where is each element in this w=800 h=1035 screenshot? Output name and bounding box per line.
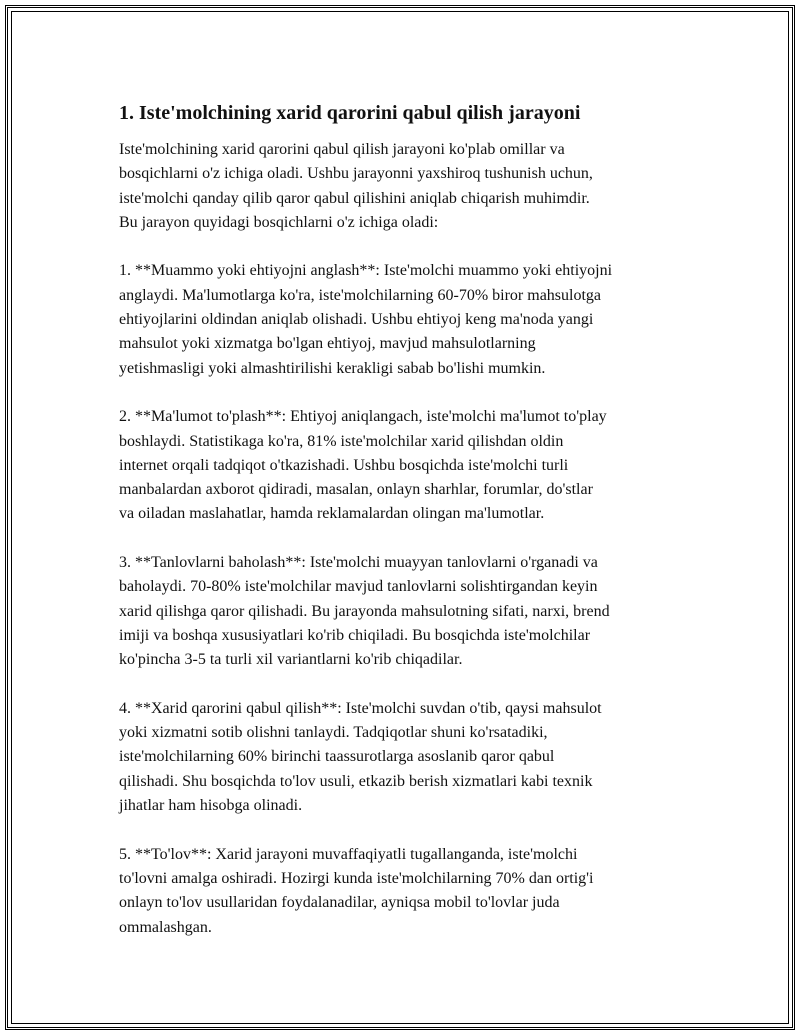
step-2-paragraph: 2. **Ma'lumot to'plash**: Ehtiyoj aniqlangach, iste'molchi ma'lumot to'play boshlaydi. Statistikaga ko'ra, 81% iste'molchilar xarid qilishdan oldin internet orqali tadqiqot o'tkazishadi. Ushbu bosqichda iste'molchi turli manbalardan axborot qidiradi, masalan, onlayn sharhlar, forumlar, do'stlar va oiladan maslahatlar, hamda reklamalardan olingan ma'lumotlar. xyxy=(119,408,607,523)
document-page xyxy=(5,5,795,1030)
step-3-paragraph: 3. **Tanlovlarni baholash**: Iste'molchi muayyan tanlovlarni o'rganadi va baholaydi. 70-80% iste'molchilar mavjud tanlovlarni solishtirgandan keyin xarid qilishga qaror qilishadi. Bu jarayonda mahsulotning sifati, narxi, brend imiji va boshqa xususiyatlari ko'rib chiqiladi. Bu bosqichda iste'molchilar ko'pincha 3-5 ta turli xil variantlarni ko'rib chiqadilar. xyxy=(119,554,610,669)
intro-paragraph: Iste'molchining xarid qarorini qabul qilish jarayoni ko'plab omillar va bosqichlarni o'z ichiga oladi. Ushbu jarayonni yaxshiroq tushunish uchun, iste'molchi qanday qilib qaror qabul qilishini aniqlab chiqarish muhimdir. Bu jarayon quyidagi bosqichlarni o'z ichiga oladi: xyxy=(119,141,593,231)
section-heading: 1. Iste'molchining xarid qarorini qabul qilish jarayoni xyxy=(119,102,581,124)
document-content xyxy=(119,100,709,964)
step-4-paragraph: 4. **Xarid qarorini qabul qilish**: Iste'molchi suvdan o'tib, qaysi mahsulot yoki xizmatni sotib olishni tanlaydi. Tadqiqotlar shuni ko'rsatadiki, iste'molchilarning 60% birinchi taassurotlarga asoslanib qaror qabul qilishadi. Shu bosqichda to'lov usuli, etkazib berish xizmatlari kabi texnik jihatlar ham hisobga olinadi. xyxy=(119,699,602,815)
step-5-paragraph: 5. **To'lov**: Xarid jarayoni muvaffaqiyatli tugallanganda, iste'molchi to'lovni amalga oshiradi. Hozirgi kunda iste'molchilarning 70% dan ortig'i onlayn to'lov usullaridan foydalanadilar, ayniqsa mobil to'lovlar juda ommalashgan. xyxy=(119,845,594,936)
step-1-paragraph: 1. **Muammo yoki ehtiyojni anglash**: Iste'molchi muammo yoki ehtiyojni anglaydi. Ma'lumotlarga ko'ra, iste'molchilarning 60-70% biror mahsulotga ehtiyojlarini oldindan aniqlab olishadi. Ushbu ehtiyoj keng ma'noda yangi mahsulot yoki xizmatga bo'lgan ehtiyoj, mavjud mahsulotlarning yetishmasligi yoki almashtirilishi kerakligi sabab bo'lishi mumkin. xyxy=(119,262,613,377)
